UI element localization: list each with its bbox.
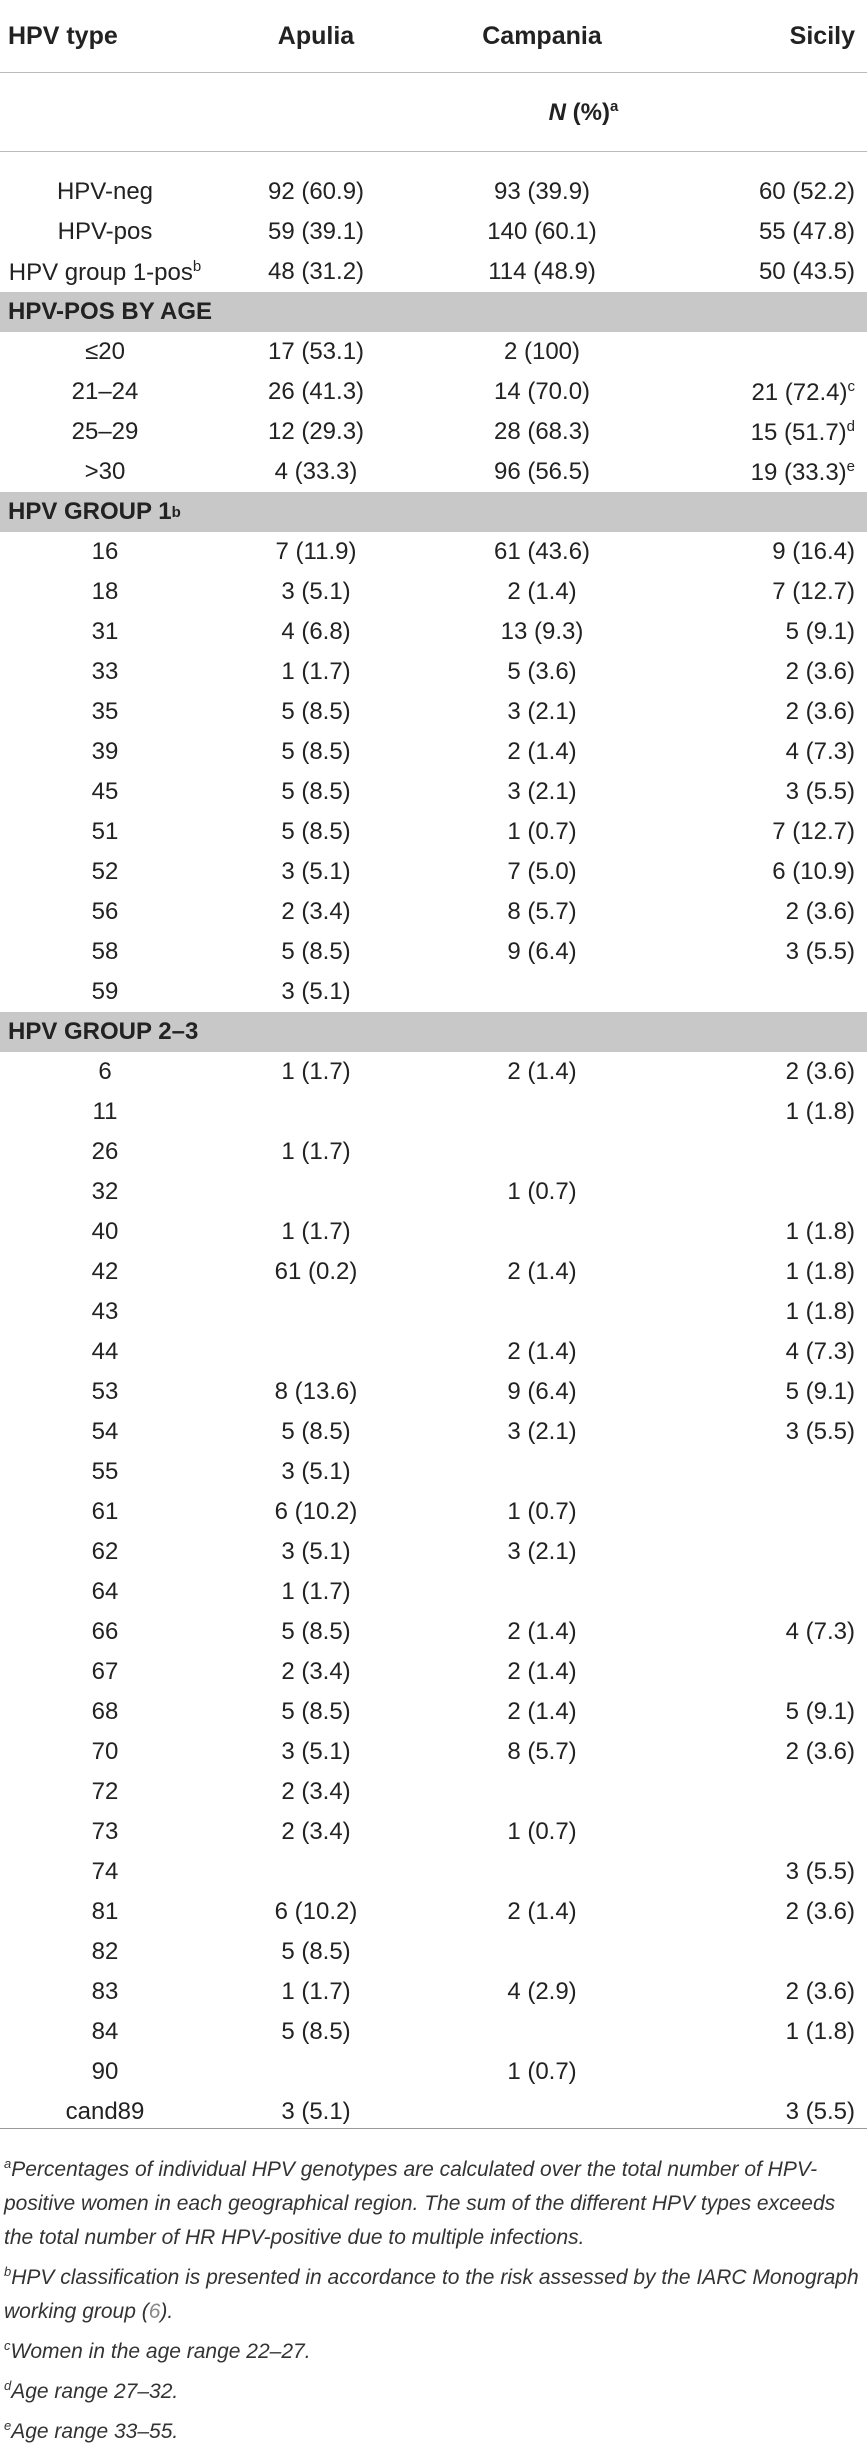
cell-campania: 4 (2.9) [507,1978,577,2005]
header-campania: Campania [482,21,602,50]
row-label: 43 [91,1298,119,1325]
cell-apulia: 8 (13.6) [274,1378,358,1405]
cell-sicily: 2 (3.6) [785,1058,855,1085]
row-label: 56 [91,898,119,925]
cell-apulia: 5 (8.5) [281,1698,351,1725]
footnote-mark: d [4,2378,12,2393]
cell-sicily: 50 (43.5) [758,258,855,285]
footnote-text: Women in the age range 22–27. [10,2340,311,2363]
table-row [0,1812,867,1852]
row-label: 16 [91,538,119,565]
table-row [0,1332,867,1372]
unit-header [0,73,867,152]
table-row [0,332,867,372]
footnote [0,2147,867,2255]
cell-apulia: 1 (1.7) [281,1218,351,1245]
cell-campania: 1 (0.7) [507,818,577,845]
table-row [0,1492,867,1532]
footnote-mark: b [171,503,181,521]
row-label: 33 [91,658,119,685]
table-row [0,932,867,972]
row-label: 59 [91,978,119,1005]
cell-sicily: 4 (7.3) [785,1338,855,1365]
cell-apulia: 4 (33.3) [274,458,358,485]
cell-campania: 13 (9.3) [500,618,584,645]
table-row [0,452,867,492]
row-label: 61 [91,1498,119,1525]
table-row [0,212,867,252]
cell-sicily: 3 (5.5) [785,778,855,805]
cell-apulia: 5 (8.5) [281,738,351,765]
cell-campania: 2 (1.4) [507,1698,577,1725]
row-label: 26 [91,1138,119,1165]
row-label: HPV group 1-pos$^b$ [8,257,202,286]
row-label: 44 [91,1338,119,1365]
cell-sicily: 21 $(72.4)^c$ [751,377,855,406]
cell-campania: 28 (68.3) [493,418,591,445]
cell-apulia: 61 (0.2) [274,1258,358,1285]
cell-sicily: 2 (3.6) [785,698,855,725]
row-label: 83 [91,1978,119,2005]
cell-apulia: 5 (8.5) [281,818,351,845]
cell-sicily: 2 (3.6) [785,658,855,685]
row-label: 58 [91,938,119,965]
cell-sicily: 7 (12.7) [772,578,855,605]
row-label: 45 [91,778,119,805]
cell-campania: 5 (3.6) [507,658,577,685]
cell-sicily: 2 (3.6) [785,1738,855,1765]
cell-apulia: 1 (1.7) [281,1578,351,1605]
row-label: 55 [91,1458,119,1485]
cell-campania: 1 (0.7) [507,1498,577,1525]
unit-label: N (%)$^a$ [548,97,619,126]
cell-sicily: 1 (1.8) [785,1218,855,1245]
footnotes [0,2128,867,2449]
table-row [0,372,867,412]
cell-campania: 9 (6.4) [507,1378,577,1405]
header-apulia: Apulia [277,21,355,50]
cell-campania: 2 (1.4) [507,1258,577,1285]
table-row [0,1172,867,1212]
cell-apulia: 48 (31.2) [267,258,365,285]
cell-campania: 2 (1.4) [507,1618,577,1645]
table-row [0,612,867,652]
row-label: 31 [91,618,119,645]
cell-campania: 2 (1.4) [507,738,577,765]
cell-sicily: 1 (1.8) [785,1298,855,1325]
cell-campania: 93 (39.9) [493,178,591,205]
cell-sicily: 1 (1.8) [785,2018,855,2045]
row-label: 54 [91,1418,119,1445]
cell-campania: 3 (2.1) [507,1418,577,1445]
row-label: 40 [91,1218,119,1245]
table-row [0,1412,867,1452]
cell-apulia: 5 (8.5) [281,1938,351,1965]
table-row [0,1732,867,1772]
cell-campania: 96 (56.5) [493,458,591,485]
table-row [0,772,867,812]
table-row [0,412,867,452]
footnote [0,2255,867,2329]
cell-apulia: 59 (39.1) [267,218,365,245]
cell-campania: 1 (0.7) [507,1178,577,1205]
table-row [0,1932,867,1972]
cell-sicily: 6 (10.9) [772,858,855,885]
cell-sicily: 15 $(51.7)^d$ [750,417,855,446]
row-label: 52 [91,858,119,885]
cell-apulia: 1 (1.7) [281,1978,351,2005]
row-label: >30 [84,458,126,485]
table-row [0,1452,867,1492]
row-label: 51 [91,818,119,845]
cell-sicily: 4 (7.3) [785,738,855,765]
row-label: 68 [91,1698,119,1725]
cell-apulia: 3 (5.1) [281,858,351,885]
cell-sicily: 3 (5.5) [785,1858,855,1885]
table-row [0,692,867,732]
cell-campania: 2 (1.4) [507,1898,577,1925]
table-row [0,2092,867,2132]
section-header: HPV GROUP 2–3 [0,1012,867,1052]
table-row [0,1692,867,1732]
cell-campania: 8 (5.7) [507,898,577,925]
cell-apulia: 1 (1.7) [281,1058,351,1085]
cell-apulia: 2 (3.4) [281,1778,351,1805]
table-row [0,1252,867,1292]
cell-apulia: 5 (8.5) [281,1618,351,1645]
cell-campania: 2 (1.4) [507,578,577,605]
cell-apulia: 1 (1.7) [281,1138,351,1165]
cell-campania: 1 (0.7) [507,1818,577,1845]
footnote-mark: e [846,457,855,475]
cell-apulia: 2 (3.4) [281,1818,351,1845]
table-row [0,852,867,892]
row-label: 81 [91,1898,119,1925]
cell-sicily: 2 (3.6) [785,1978,855,2005]
table-row [0,252,867,292]
table-row [0,1292,867,1332]
table-row [0,1052,867,1092]
cell-apulia: 3 (5.1) [281,978,351,1005]
cell-sicily: 55 (47.8) [758,218,855,245]
cell-apulia: 3 (5.1) [281,1538,351,1565]
table-row [0,1372,867,1412]
cell-apulia: 2 (3.4) [281,898,351,925]
cell-campania: 7 (5.0) [507,858,577,885]
cell-apulia: 17 (53.1) [267,338,365,365]
table-row [0,172,867,212]
table-row [0,1212,867,1252]
table-row [0,1092,867,1132]
table-row [0,1972,867,2012]
cell-sicily: 5 (9.1) [785,1698,855,1725]
table-row [0,572,867,612]
row-label: 74 [91,1858,119,1885]
cell-apulia: 12 (29.3) [267,418,365,445]
table-body [0,172,867,2132]
cell-sicily: 5 (9.1) [785,618,855,645]
cell-sicily: 3 (5.5) [785,1418,855,1445]
table-row [0,1652,867,1692]
cell-campania: 1 (0.7) [507,2058,577,2085]
cell-sicily: 1 (1.8) [785,1258,855,1285]
table-row [0,1892,867,1932]
table-row [0,1572,867,1612]
cell-sicily: 4 (7.3) [785,1618,855,1645]
row-label: 82 [91,1938,119,1965]
row-label: 39 [91,738,119,765]
footnote-mark: b [4,2264,12,2279]
cell-campania: 2 (1.4) [507,1338,577,1365]
table-row [0,2012,867,2052]
table-row [0,812,867,852]
row-label: 21–24 [71,378,139,405]
table-row [0,1612,867,1652]
cell-apulia: 5 (8.5) [281,1418,351,1445]
footnote-mark: b [192,257,202,275]
cell-campania: 14 (70.0) [493,378,591,405]
cell-apulia: 1 (1.7) [281,658,351,685]
cell-apulia: 26 (41.3) [267,378,365,405]
table-row [0,532,867,572]
cell-sicily: 60 (52.2) [758,178,855,205]
cell-apulia: 92 (60.9) [267,178,365,205]
table-row [0,2052,867,2092]
cell-campania: 140 (60.1) [487,218,597,245]
footnote-mark: d [846,417,855,435]
cell-campania: 2 (1.4) [507,1058,577,1085]
row-label: 73 [91,1818,119,1845]
row-label: 72 [91,1778,119,1805]
section-header: HPV GROUP 1 b [0,492,867,532]
footnote-text: Age range 27–32. [11,2380,179,2403]
row-label: 66 [91,1618,119,1645]
cell-sicily: 9 (16.4) [772,538,855,565]
row-label: 25–29 [71,418,139,445]
row-label: 42 [91,1258,119,1285]
cell-sicily: 5 (9.1) [785,1378,855,1405]
row-label: 32 [91,1178,119,1205]
cell-sicily: 1 (1.8) [785,1098,855,1125]
cell-campania: 3 (2.1) [507,1538,577,1565]
row-label: 64 [91,1578,119,1605]
row-label: 67 [91,1658,119,1685]
table-row [0,1132,867,1172]
table-row [0,1772,867,1812]
table-header [0,0,867,73]
cell-apulia: 6 (10.2) [274,1498,358,1525]
cell-apulia: 2 (3.4) [281,1658,351,1685]
table-row [0,972,867,1012]
cell-campania: 8 (5.7) [507,1738,577,1765]
section-header: HPV-POS BY AGE [0,292,867,332]
header-hpv-type: HPV type [8,21,118,50]
footnote-mark: c [4,2338,11,2353]
cell-apulia: 3 (5.1) [281,1458,351,1485]
row-label: cand89 [65,2098,145,2125]
cell-campania: 9 (6.4) [507,938,577,965]
cell-campania: 2 (100) [503,338,581,365]
footnote-mark: e [4,2418,12,2433]
table-row [0,732,867,772]
cell-apulia: 3 (5.1) [281,578,351,605]
cell-apulia: 5 (8.5) [281,2018,351,2045]
footnote-text: Age range 33–55. [11,2420,179,2443]
cell-apulia: 7 (11.9) [275,538,357,565]
table-row [0,892,867,932]
footnote [0,2409,867,2449]
footnote-ref: 6 [148,2300,161,2323]
cell-campania: 3 (2.1) [507,778,577,805]
footnote-mark: a [4,2156,12,2171]
cell-sicily: 19 $(33.3)^e$ [750,457,855,486]
row-label: 84 [91,2018,119,2045]
cell-apulia: 5 (8.5) [281,698,351,725]
table-row [0,652,867,692]
row-label: 18 [91,578,119,605]
footnote-text: Percentages of individual HPV genotypes are calculated over the total number of HPV-positive women in each geographical region. The sum of the different HPV types exceeds the total number of HR HPV-positive due to multiple infections. [4,2158,836,2249]
footnote [0,2329,867,2369]
footnote-text-end: ). [160,2300,174,2323]
row-label: 6 [98,1058,112,1085]
table-row [0,1852,867,1892]
row-label: 11 [92,1098,118,1125]
table-row [0,1532,867,1572]
cell-campania: 2 (1.4) [507,1658,577,1685]
cell-campania: 61 (43.6) [493,538,591,565]
cell-apulia: 5 (8.5) [281,778,351,805]
row-label: 35 [91,698,119,725]
cell-sicily: 3 (5.5) [785,938,855,965]
footnote [0,2369,867,2409]
footnote-mark: c [847,377,855,395]
row-label: 62 [91,1538,119,1565]
cell-apulia: 3 (5.1) [281,2098,351,2125]
row-label: 53 [91,1378,119,1405]
cell-apulia: 5 (8.5) [281,938,351,965]
header-sicily: Sicily [789,21,855,50]
cell-apulia: 4 (6.8) [281,618,351,645]
cell-apulia: 3 (5.1) [281,1738,351,1765]
row-label: 90 [91,2058,119,2085]
cell-sicily: 7 (12.7) [772,818,855,845]
cell-sicily: 2 (3.6) [785,1898,855,1925]
footnote-text: HPV classification is presented in accordance to the risk assessed by the IARC Monograph working group ( [4,2266,859,2323]
row-label: ≤20 [85,338,125,365]
cell-campania: 3 (2.1) [507,698,577,725]
cell-sicily: 2 (3.6) [785,898,855,925]
cell-sicily: 3 (5.5) [785,2098,855,2125]
cell-apulia: 6 (10.2) [274,1898,358,1925]
row-label: HPV-neg [56,178,154,205]
row-label: HPV-pos [57,218,153,245]
cell-campania: 114 (48.9) [488,258,596,285]
row-label: 70 [91,1738,119,1765]
